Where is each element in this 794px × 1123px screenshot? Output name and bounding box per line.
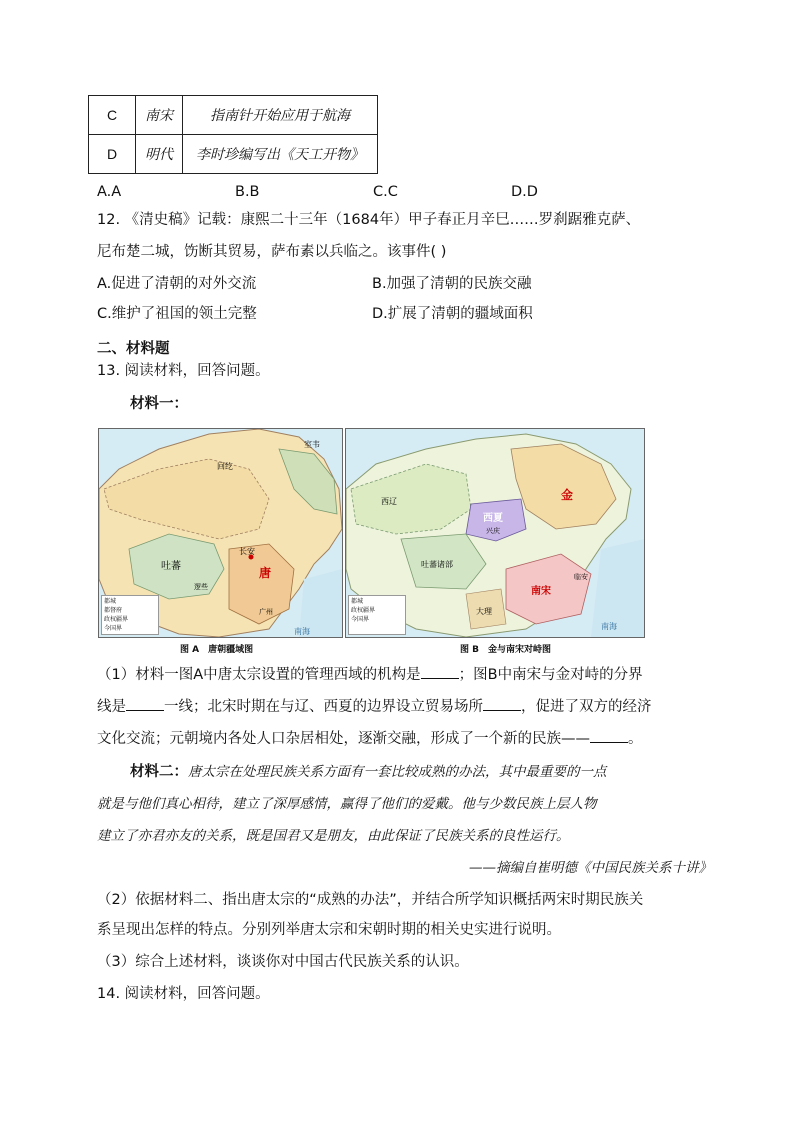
- map-label-linan: 临安: [574, 573, 588, 581]
- map-label-tubo-b: 吐蕃诸部: [421, 560, 453, 569]
- material2-source: ——摘编自崔明德《中国民族关系十讲》: [469, 860, 712, 876]
- map-label-xixia: 西夏: [483, 513, 503, 524]
- material1-label: 材料一：: [130, 396, 188, 412]
- q11-option-b[interactable]: B.B: [235, 184, 260, 200]
- legend-item: 今国界: [104, 625, 123, 632]
- q13-part2-line1: （2）依据材料二、指出唐太宗的“成熟的办法”，并结合所学知识概括两宋时期民族关: [97, 892, 644, 908]
- map-label-nansong: 南宋: [531, 586, 551, 597]
- option-letter: D: [89, 135, 136, 174]
- map-label-xiliao: 西辽: [381, 497, 397, 506]
- q13-part3: （3）综合上述材料，谈谈你对中国古代民族关系的认识。: [97, 954, 469, 970]
- q12-option-c[interactable]: C.维护了祖国的领土完整: [97, 306, 257, 322]
- q13-part1-text: 一线；北宋时期在与辽、西夏的边界设立贸易场所: [164, 699, 483, 715]
- q12-option-a[interactable]: A.促进了清朝的对外交流: [97, 276, 257, 292]
- map-a-legend: [101, 595, 159, 635]
- map-a-caption: 图 A 唐朝疆域图: [180, 645, 254, 655]
- q14-title: 14. 阅读材料，回答问题。: [97, 986, 270, 1002]
- table-row: [89, 96, 378, 135]
- map-label-changan: 长安: [239, 547, 255, 556]
- map-label-nanhai-b: 南海: [601, 622, 617, 631]
- map-label-luoxie: 逻些: [194, 583, 208, 591]
- q13-part2-line2: 系呈现出怎样的特点。分别列举唐太宗和宋朝时期的相关史实进行说明。: [97, 922, 561, 938]
- q12-option-d[interactable]: D.扩展了清朝的疆域面积: [372, 306, 533, 322]
- option-event: 李时珍编写出《天工开物》: [183, 135, 378, 174]
- q12-options-row1: [97, 274, 697, 294]
- options-table: [88, 95, 378, 174]
- legend-item: 今国界: [351, 616, 370, 623]
- q11-option-c[interactable]: C.C: [373, 184, 398, 200]
- option-dynasty: 南宋: [136, 96, 183, 135]
- option-dynasty: 明代: [136, 135, 183, 174]
- material2-line2: 就是与他们真心相待，建立了深厚感情，赢得了他们的爱戴。他与少数民族上层人物: [97, 796, 597, 812]
- q13-part1-text: （1）材料一图A中唐太宗设置的管理西域的机构是: [97, 667, 421, 683]
- map-label-nanhai: 南海: [294, 627, 310, 636]
- table-row: [89, 135, 378, 174]
- q12-option-b[interactable]: B.加强了清朝的民族交融: [372, 276, 532, 292]
- q13-part1-text: ，促进了双方的经济: [521, 699, 652, 715]
- q11-options: [97, 182, 697, 202]
- map-b-legend: [348, 595, 406, 635]
- tang-territory-map: [98, 428, 343, 638]
- legend-item: 都城: [351, 598, 364, 605]
- answer-blank[interactable]: [483, 696, 521, 711]
- map-label-tang: 唐: [259, 566, 272, 580]
- map-label-jin: 金: [561, 488, 574, 502]
- answer-blank[interactable]: [590, 728, 628, 743]
- map-label-guangzhou: 广州: [259, 608, 273, 616]
- material2-label: 材料二：: [130, 764, 188, 780]
- map-label-tubo: 吐蕃: [161, 561, 181, 572]
- map-label-shiwei: 室韦: [304, 440, 320, 449]
- q13-part1-line3: [97, 728, 643, 749]
- section-heading: 二、材料题: [97, 341, 170, 357]
- option-event: 指南针开始应用于航海: [183, 96, 378, 135]
- map-label-dali: 大理: [476, 607, 492, 616]
- q13-part1-text: 。: [628, 731, 643, 747]
- q12-stem-line1: 12. 《清史稿》记载：康熙二十三年（1684年）甲子春正月辛巳……罗刹踞雅克萨、: [97, 212, 641, 228]
- q13-title: 13. 阅读材料，回答问题。: [97, 363, 270, 379]
- material2-line1: [130, 762, 607, 782]
- material2-text: 唐太宗在处理民族关系方面有一套比较成熟的办法，其中最重要的一点: [188, 764, 607, 780]
- jin-southern-song-map: [345, 428, 645, 638]
- legend-item: 政权疆界: [351, 607, 376, 614]
- answer-blank[interactable]: [421, 664, 459, 679]
- q12-options-row2: [97, 304, 697, 324]
- legend-item: 都城: [104, 598, 117, 605]
- legend-item: 都督府: [104, 607, 123, 614]
- q13-part1-text: ；图B中南宋与金对峙的分界: [458, 667, 643, 683]
- q11-option-a[interactable]: A.A: [97, 184, 122, 200]
- q11-option-d[interactable]: D.D: [511, 184, 538, 200]
- option-letter: C: [89, 96, 136, 135]
- material2-line3: 建立了亦君亦友的关系，既是国君又是朋友，由此保证了民族关系的良性运行。: [97, 828, 570, 844]
- answer-blank[interactable]: [126, 696, 164, 711]
- map-label-xingqing: 兴庆: [486, 527, 500, 535]
- map-label-huihe: 回纥: [217, 462, 233, 471]
- q13-part1-line2: [97, 696, 652, 717]
- q13-part1-line1: [97, 664, 643, 685]
- q13-part1-text: 线是: [97, 699, 126, 715]
- legend-item: 政权疆界: [104, 616, 129, 623]
- q12-stem-line2: 尼布楚二城，饬断其贸易，萨布素以兵临之。该事件( ): [97, 244, 447, 260]
- map-b-caption: 图 B 金与南宋对峙图: [460, 645, 551, 655]
- q13-part1-text: 文化交流；元朝境内各处人口杂居相处，逐渐交融，形成了一个新的民族——: [97, 731, 590, 747]
